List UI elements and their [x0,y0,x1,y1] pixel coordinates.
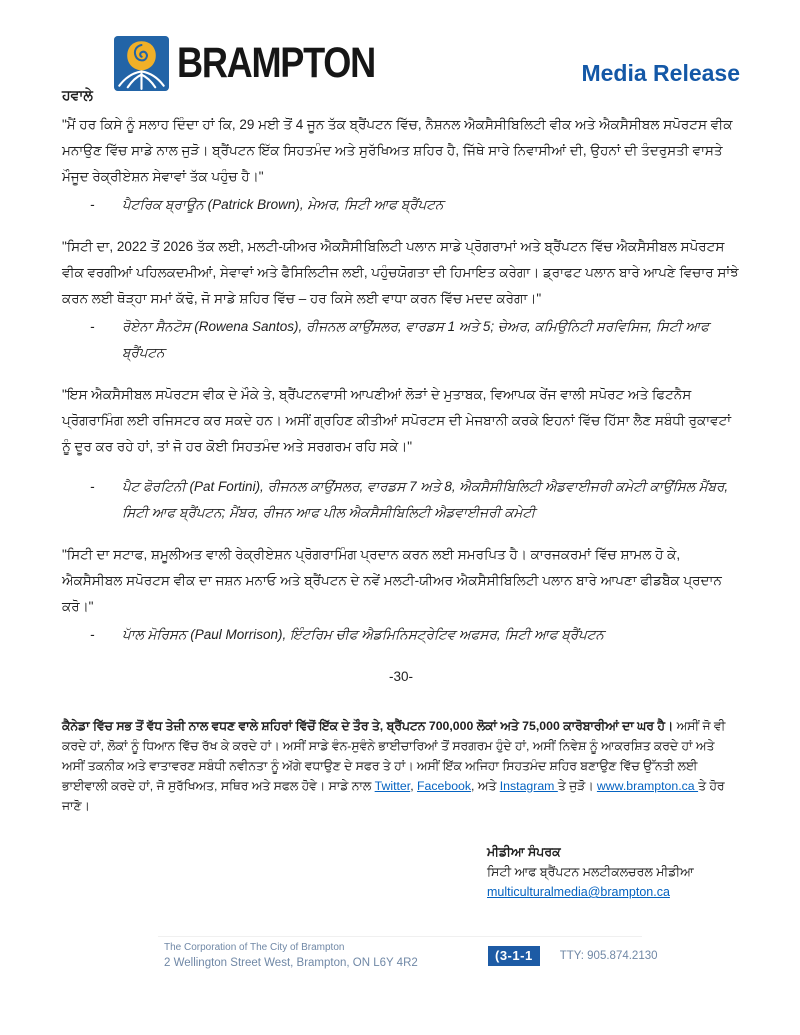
page-title: Media Release [581,60,740,86]
quote-attribution-4 [62,622,740,648]
document-body [62,86,740,902]
quote-attribution-1 [62,192,740,218]
quote-attribution-2 [62,314,740,366]
brampton-website-link[interactable]: www.brampton.ca [596,779,699,793]
page-footer [164,941,658,971]
quote-paragraph-2: "ਸਿਟੀ ਦਾ, 2022 ਤੋਂ 2026 ਤੱਕ ਲਈ, ਮਲਟੀ-ਯੀਅਰ ਐਕਸੈਸੀਬਿਲਿਟੀ ਪਲਾਨ ਸਾਡੇ ਪ੍ਰੋਗਰਾਮਾਂ ਅਤੇ ਬ੍ਰੈਂਪਟਨ ਵਿੱਚ ਐਕਸੈਸੀਬਲ ਸਪੋਰਟਸ ਵੀਕ ਵਰਗੀਆਂ ਪਹਿਲਕਦਮੀਆਂ, ਸੇਵਾਵਾਂ ਅਤੇ ਫੈਸਿਲਿਟੀਜ ਲਈ, ਪਹੁੰਚਯੋਗਤਾ ਦੀ ਹਿਮਾਇਤ ਕਰੇਗਾ। ਡ੍ਰਾਫਟ ਪਲਾਨ ਬਾਰੇ ਆਪਣੇ ਵਿਚਾਰ ਸਾਂਝੇ ਕਰਨ ਲਈ ਥੋੜ੍ਹਾ ਸਮਾਂ ਕੱਢੋ, ਜੋ ਸਾਡੇ ਸ਼ਹਿਰ ਵਿੱਚ – ਹਰ ਕਿਸੇ ਲਈ ਵਾਧਾ ਕਰਨ ਵਿੱਚ ਮਦਦ ਕਰੇਗਾ।" [62,239,739,306]
attribution-text: ਪਾੱਲ ਮੋਰਿਸਨ (Paul Morrison), ਇੰਟਰਿਮ ਚੀਫ ਐਡਮਿਨਿਸਟ੍ਰੇਟਿਵ ਅਫਸਰ, ਸਿਟੀ ਆਫ ਬ੍ਰੈਂਪਟਨ [122,627,604,642]
footer-divider [158,936,642,937]
quote-paragraph-4: "ਸਿਟੀ ਦਾ ਸਟਾਫ, ਸ਼ਮੂਲੀਅਤ ਵਾਲੀ ਰੇਕ੍ਰੀਏਸ਼ਨ ਪ੍ਰੋਗਰਾਮਿੰਗ ਪ੍ਰਦਾਨ ਕਰਨ ਲਈ ਸਮਰਪਿਤ ਹੈ। ਕਾਰਜਕਰਮਾਂ ਵਿੱਚ ਸ਼ਾਮਲ ਹੋ ਕੇ, ਐਕਸੈਸੀਬਲ ਸਪੋਰਟਸ ਵੀਕ ਦਾ ਜਸ਼ਨ ਮਨਾਓ ਅਤੇ ਬ੍ਰੈਂਪਟਨ ਦੇ ਨਵੇਂ ਮਲਟੀ-ਯੀਅਰ ਐਕਸੈਸੀਬਿਲਿਟੀ ਪਲਾਨ ਬਾਰੇ ਆਪਣਾ ਫੀਡਬੈਕ ਪ੍ਰਦਾਨ ਕਰੋ।" [62,547,722,614]
attribution-text: ਪੈਟ ਫੋਰਟਿਨੀ (Pat Fortini), ਰੀਜਨਲ ਕਾਉਂਸਲਰ, ਵਾਰਡਸ 7 ਅਤੇ 8, ਐਕਸੈਸੀਬਿਲਿਟੀ ਐਡਵਾਈਜਰੀ ਕਮੇਟੀ ਕਾਉਂਸਿਲ ਮੈਂਬਰ, ਸਿਟੀ ਆਫ ਬ੍ਰੈਂਪਟਨ; ਮੈਂਬਰ, ਰੀਜਨ ਆਫ ਪੀਲ ਐਕਸੈਸੀਬਿਲਿਟੀ ਐਡਵਾਈਜਰੀ ਕਮੇਟੀ [122,479,729,520]
footer-address [164,941,472,971]
attribution-text: ਪੈਟਰਿਕ ਬ੍ਰਾਊਨ (Patrick Brown), ਮੇਅਰ, ਸਿਟੀ ਆਫ ਬ੍ਰੈਂਪਟਨ [122,197,444,212]
facebook-link[interactable]: Facebook [417,779,472,793]
media-contact-org: ਸਿਟੀ ਆਫ ਬ੍ਰੈਂਪਟਨ ਮਲਟੀਕਲਚਰਲ ਮੀਡੀਆ [487,865,694,879]
footer-corporation: The Corporation of The City of Brampton [164,942,345,953]
instagram-link[interactable]: Instagram [499,779,558,793]
end-marker: -30- [388,669,413,684]
media-contact-email-link[interactable]: multiculturalmedia@brampton.ca [487,885,670,899]
attribution-dash: - [90,479,95,494]
connect-separator: ਤੇ ਜੁੜੋ। [557,779,597,793]
brampton-wordmark: BRAMPTON [177,39,375,87]
connect-separator: , ਅਤੇ [471,779,500,793]
footer-street-address: 2 Wellington Street West, Brampton, ON L6Y 4R2 [164,957,418,969]
boilerplate-bold-intro: ਕੈਨੇਡਾ ਵਿੱਚ ਸਭ ਤੋਂ ਵੱਧ ਤੇਜ਼ੀ ਨਾਲ ਵਧਣ ਵਾਲੇ ਸ਼ਹਿਰਾਂ ਵਿੱਚੋਂ ਇੱਕ ਦੇ ਤੌਰ ਤੇ, ਬ੍ਰੈਂਪਟਨ 700,000 ਲੋਕਾਂ ਅਤੇ 75,000 ਕਾਰੋਬਾਰੀਆਂ ਦਾ ਘਰ ਹੈ। [62,719,674,733]
quote-paragraph-1: "ਮੈਂ ਹਰ ਕਿਸੇ ਨੂੰ ਸਲਾਹ ਦਿੰਦਾ ਹਾਂ ਕਿ, 29 ਮਈ ਤੋਂ 4 ਜੂਨ ਤੱਕ ਬ੍ਰੈਂਪਟਨ ਵਿੱਚ, ਨੈਸ਼ਨਲ ਐਕਸੈਸੀਬਿਲਿਟੀ ਵੀਕ ਅਤੇ ਐਕਸੈਸੀਬਲ ਸਪੋਰਟਸ ਵੀਕ ਮਨਾਉਣ ਵਿੱਚ ਸਾਡੇ ਨਾਲ ਜੁੜੋ। ਬ੍ਰੈਂਪਟਨ ਇੱਕ ਸਿਹਤਮੰਦ ਅਤੇ ਸੁਰੱਖਿਅਤ ਸ਼ਹਿਰ ਹੈ, ਜਿੱਥੇ ਸਾਰੇ ਨਿਵਾਸੀਆਂ ਦੀ, ਉਹਨਾਂ ਦੀ ਤੰਦਰੁਸਤੀ ਵਾਸਤੇ ਮੌਜੂਦ ਰੇਕ੍ਰੀਏਸ਼ਨ ਸੇਵਾਵਾਂ ਤੱਕ ਪਹੁੰਚ ਹੈ।" [62,117,733,184]
attribution-dash: - [90,627,95,642]
quote-attribution-3 [62,474,740,526]
boilerplate-paragraph [62,716,740,816]
quote-paragraph-3: "ਇਸ ਐਕਸੈਸੀਬਲ ਸਪੋਰਟਸ ਵੀਕ ਦੇ ਮੌਕੇ ਤੇ, ਬ੍ਰੈਂਪਟਨਵਾਸੀ ਆਪਣੀਆਂ ਲੋੜਾਂ ਦੇ ਮੁਤਾਬਕ, ਵਿਆਪਕ ਰੇਂਜ ਵਾਲੀ ਸਪੋਰਟ ਅਤੇ ਫਿਟਨੈਸ ਪ੍ਰੋਗਰਾਮਿੰਗ ਲਈ ਰਜਿਸਟਰ ਕਰ ਸਕਦੇ ਹਨ। ਅਸੀਂ ਗ੍ਰਹਿਣ ਕੀਤੀਆਂ ਸਪੋਰਟਸ ਦੀ ਮੇਜਬਾਨੀ ਕਰਕੇ ਇਹਨਾਂ ਵਿੱਚ ਹਿੱਸਾ ਲੈਣ ਸਬੰਧੀ ਰੁਕਾਵਟਾਂ ਨੂੰ ਦੂਰ ਕਰ ਰਹੇ ਹਾਂ, ਤਾਂ ਜੋ ਹਰ ਕੋਈ ਸਿਹਤਮੰਦ ਅਤੇ ਸਰਗਰਮ ਰਹਿ ਸਕੇ।" [62,387,732,454]
badge-311-icon: (3-1-1 [488,946,540,966]
media-contact-heading: ਮੀਡੀਆ ਸੰਪਰਕ [487,845,561,859]
connect-separator: ਤੇ ਹੋਰ ਜਾਣੋ। [62,779,725,813]
twitter-link[interactable]: Twitter [374,779,411,793]
attribution-dash: - [90,197,95,212]
brampton-logo [114,36,413,91]
connect-separator: , [410,779,418,793]
attribution-text: ਰੋਏਨਾ ਸੈਨਟੋਸ (Rowena Santos), ਰੀਜਨਲ ਕਾਉਂਸਲਰ, ਵਾਰਡਸ 1 ਅਤੇ 5; ਚੇਅਰ, ਕਮਿਉਨਿਟੀ ਸਰਵਿਸਿਜ, ਸਿਟੀ ਆਫ ਬ੍ਰੈਂਪਟਨ [122,319,710,360]
quotes-heading: ਹਵਾਲੇ [62,87,93,103]
media-contact-block [487,842,740,902]
boilerplate-body: ਅਸੀਂ ਜੋ ਵੀ ਕਰਦੇ ਹਾਂ, ਲੋਕਾਂ ਨੂੰ ਧਿਆਨ ਵਿੱਚ ਰੱਖ ਕੇ ਕਰਦੇ ਹਾਂ। ਅਸੀਂ ਸਾਡੇ ਵੰਨ-ਸੁਵੰਨੇ ਭਾਈਚਾਰਿਆਂ ਤੋਂ ਸਰਗਰਮ ਹੁੰਦੇ ਹਾਂ, ਅਸੀਂ ਨਿਵੇਸ਼ ਨੂੰ ਆਕਰਸ਼ਿਤ ਕਰਦੇ ਹਾਂ ਅਤੇ ਅਸੀਂ ਤਕਨੀਕ ਅਤੇ ਵਾਤਾਵਰਣ ਸਬੰਧੀ ਨਵੀਨਤਾ ਨੂੰ ਅੱਗੇ ਵਧਾਉਣ ਦੇ ਸਫਰ ਤੇ ਹਾਂ। ਅਸੀਂ ਇੱਕ ਅਜਿਹਾ ਸਿਹਤਮੰਦ ਸ਼ਹਿਰ ਬਣਾਉਣ ਵਿੱਚ ਉੱਨਤੀ ਲਈ ਭਾਈਵਾਲੀ ਕਰਦੇ ਹਾਂ, ਜੋ ਸੁਰੱਖਿਅਤ, ਸਥਿਰ ਅਤੇ ਸਫਲ ਹੋਵੇ। ਸਾਡੇ ਨਾਲ [62,719,726,793]
footer-tty: TTY: 905.874.2130 [559,950,658,962]
attribution-dash: - [90,319,95,334]
brampton-flower-icon [114,36,169,91]
